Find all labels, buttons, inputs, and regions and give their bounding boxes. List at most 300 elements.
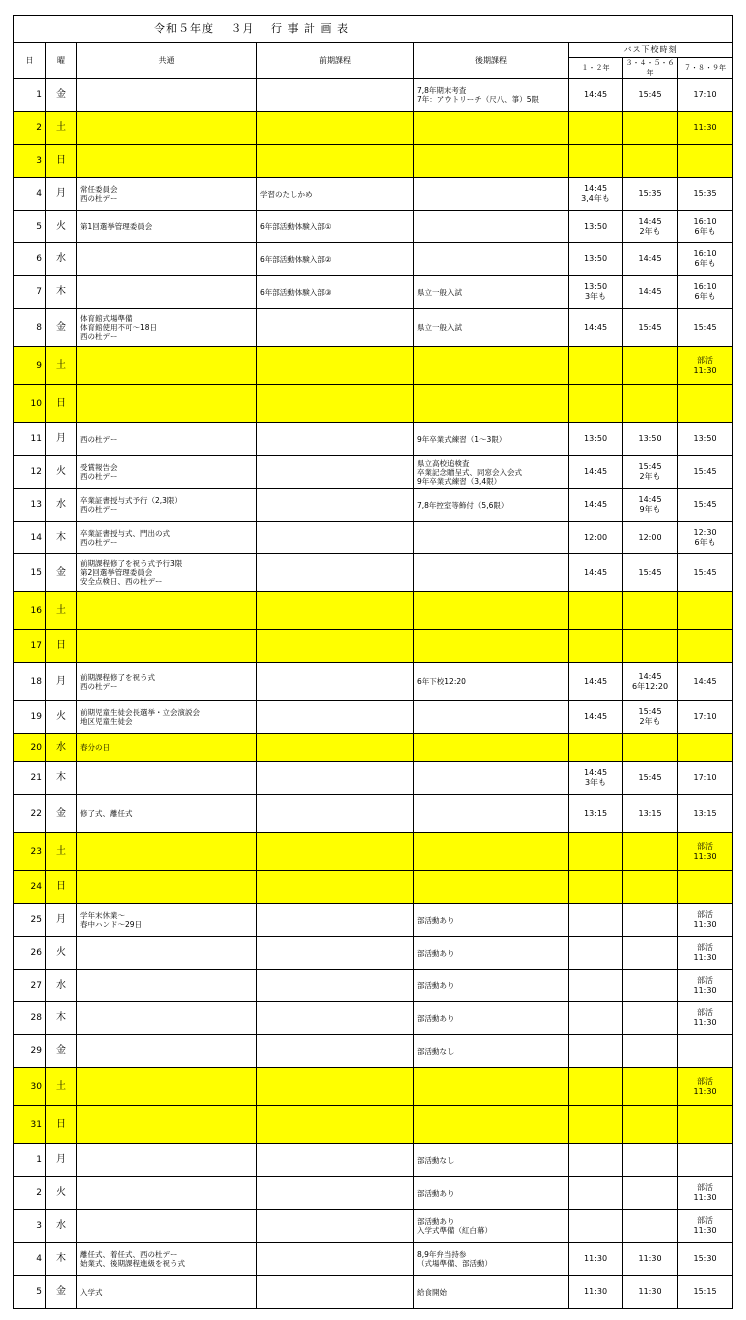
- bus-3456-cell: 13:15: [623, 795, 678, 833]
- schedule-row: [14, 385, 733, 423]
- bus-3456-cell: 15:45: [623, 79, 678, 112]
- schedule-row: [14, 243, 733, 276]
- day-cell: 5: [14, 211, 46, 243]
- bus-789-cell: 16:10 6年も: [678, 276, 733, 309]
- late-cell: 部活動あり: [414, 937, 569, 970]
- day-cell: 20: [14, 734, 46, 762]
- late-cell: [414, 701, 569, 734]
- weekday-cell: 土: [46, 347, 77, 385]
- late-cell: 部活動あり: [414, 970, 569, 1002]
- common-cell: [77, 1035, 257, 1068]
- day-cell: 19: [14, 701, 46, 734]
- bus-789-cell: 部活 11:30: [678, 833, 733, 871]
- early-cell: [257, 1276, 414, 1309]
- early-cell: [257, 1243, 414, 1276]
- late-cell: 部活動なし: [414, 1144, 569, 1177]
- day-cell: 29: [14, 1035, 46, 1068]
- schedule-sheet: [13, 15, 732, 1309]
- bus-789-cell: 16:10 6年も: [678, 211, 733, 243]
- common-cell: [77, 1106, 257, 1144]
- weekday-cell: 月: [46, 423, 77, 456]
- common-cell: [77, 276, 257, 309]
- day-cell: 1: [14, 1144, 46, 1177]
- bus-3456-cell: 15:45: [623, 762, 678, 795]
- bus-12-cell: 14:45 3年も: [569, 762, 623, 795]
- schedule-row: [14, 833, 733, 871]
- day-cell: 5: [14, 1276, 46, 1309]
- weekday-cell: 木: [46, 1243, 77, 1276]
- bus-12-cell: 13:50: [569, 211, 623, 243]
- col-header-bus-3456: ３・４・５・６年: [623, 58, 678, 79]
- late-cell: 9年卒業式練習（1～3限）: [414, 423, 569, 456]
- early-cell: [257, 145, 414, 178]
- weekday-cell: 日: [46, 145, 77, 178]
- common-cell: 西の杜デー: [77, 423, 257, 456]
- bus-789-cell: 部活 11:30: [678, 1177, 733, 1210]
- early-cell: [257, 701, 414, 734]
- schedule-row: [14, 1276, 733, 1309]
- early-cell: [257, 522, 414, 554]
- day-cell: 28: [14, 1002, 46, 1035]
- early-cell: [257, 795, 414, 833]
- day-cell: 12: [14, 456, 46, 489]
- bus-12-cell: [569, 734, 623, 762]
- common-cell: 卒業証書授与式、門出の式 西の杜デー: [77, 522, 257, 554]
- weekday-cell: 月: [46, 904, 77, 937]
- early-cell: [257, 630, 414, 663]
- bus-789-cell: [678, 871, 733, 904]
- schedule-row: [14, 522, 733, 554]
- common-cell: 修了式、離任式: [77, 795, 257, 833]
- common-cell: 前期課程修了を祝う式予行3限 第2回選挙管理委員会 安全点検日、西の杜デー: [77, 554, 257, 592]
- early-cell: [257, 385, 414, 423]
- late-cell: 部活動あり 入学式準備（紅白幕）: [414, 1210, 569, 1243]
- bus-3456-cell: [623, 592, 678, 630]
- bus-3456-cell: [623, 970, 678, 1002]
- col-header-early: 前期課程: [257, 43, 414, 79]
- bus-12-cell: [569, 630, 623, 663]
- bus-12-cell: [569, 145, 623, 178]
- bus-3456-cell: [623, 871, 678, 904]
- schedule-row: [14, 734, 733, 762]
- bus-789-cell: 13:15: [678, 795, 733, 833]
- weekday-cell: 金: [46, 554, 77, 592]
- bus-12-cell: [569, 871, 623, 904]
- bus-12-cell: 11:30: [569, 1276, 623, 1309]
- bus-12-cell: [569, 1144, 623, 1177]
- bus-789-cell: 15:35: [678, 178, 733, 211]
- col-header-bus-12: １・２年: [569, 58, 623, 79]
- early-cell: 学習のたしかめ: [257, 178, 414, 211]
- bus-789-cell: 16:10 6年も: [678, 243, 733, 276]
- bus-789-cell: [678, 145, 733, 178]
- late-cell: 県立一般入試: [414, 276, 569, 309]
- weekday-cell: 火: [46, 701, 77, 734]
- bus-3456-cell: [623, 112, 678, 145]
- late-cell: 県立一般入試: [414, 309, 569, 347]
- bus-3456-cell: [623, 630, 678, 663]
- early-cell: [257, 1144, 414, 1177]
- weekday-cell: 土: [46, 833, 77, 871]
- weekday-cell: 日: [46, 385, 77, 423]
- early-cell: [257, 833, 414, 871]
- schedule-row: [14, 1002, 733, 1035]
- weekday-cell: 木: [46, 276, 77, 309]
- day-cell: 30: [14, 1068, 46, 1106]
- weekday-cell: 水: [46, 243, 77, 276]
- common-cell: [77, 385, 257, 423]
- schedule-row: [14, 871, 733, 904]
- early-cell: [257, 309, 414, 347]
- bus-789-cell: [678, 385, 733, 423]
- bus-12-cell: 13:15: [569, 795, 623, 833]
- bus-12-cell: 14:45: [569, 554, 623, 592]
- weekday-cell: 水: [46, 970, 77, 1002]
- bus-3456-cell: 11:30: [623, 1276, 678, 1309]
- early-cell: [257, 871, 414, 904]
- day-cell: 25: [14, 904, 46, 937]
- bus-789-cell: 15:15: [678, 1276, 733, 1309]
- early-cell: [257, 1210, 414, 1243]
- schedule-row: [14, 1106, 733, 1144]
- bus-12-cell: [569, 592, 623, 630]
- late-cell: [414, 385, 569, 423]
- early-cell: [257, 1106, 414, 1144]
- bus-789-cell: 12:30 6年も: [678, 522, 733, 554]
- weekday-cell: 水: [46, 734, 77, 762]
- bus-3456-cell: 14:45 6年12:20: [623, 663, 678, 701]
- schedule-row: [14, 1243, 733, 1276]
- bus-789-cell: 部活 11:30: [678, 1210, 733, 1243]
- day-cell: 3: [14, 1210, 46, 1243]
- bus-789-cell: 15:45: [678, 489, 733, 522]
- schedule-table: [13, 15, 733, 1309]
- bus-789-cell: 11:30: [678, 112, 733, 145]
- late-cell: 8,9年弁当持参 （式場準備、部活動）: [414, 1243, 569, 1276]
- late-cell: [414, 243, 569, 276]
- bus-789-cell: 13:50: [678, 423, 733, 456]
- bus-12-cell: 11:30: [569, 1243, 623, 1276]
- bus-789-cell: 17:10: [678, 79, 733, 112]
- bus-3456-cell: 14:45 9年も: [623, 489, 678, 522]
- schedule-row: [14, 554, 733, 592]
- common-cell: 第1回選挙管理委員会: [77, 211, 257, 243]
- bus-789-cell: 部活 11:30: [678, 937, 733, 970]
- late-cell: 部活動なし: [414, 1035, 569, 1068]
- bus-789-cell: 15:45: [678, 554, 733, 592]
- late-cell: [414, 762, 569, 795]
- bus-12-cell: 14:45 3,4年も: [569, 178, 623, 211]
- early-cell: [257, 1035, 414, 1068]
- late-cell: [414, 1068, 569, 1106]
- schedule-row: [14, 762, 733, 795]
- schedule-row: [14, 795, 733, 833]
- day-cell: 2: [14, 112, 46, 145]
- day-cell: 2: [14, 1177, 46, 1210]
- common-cell: [77, 145, 257, 178]
- col-header-bus-group: バス下校時刻: [569, 43, 733, 58]
- weekday-cell: 日: [46, 1106, 77, 1144]
- bus-12-cell: 13:50: [569, 243, 623, 276]
- schedule-row: [14, 1068, 733, 1106]
- col-header-late: 後期課程: [414, 43, 569, 79]
- common-cell: 入学式: [77, 1276, 257, 1309]
- early-cell: [257, 554, 414, 592]
- day-cell: 18: [14, 663, 46, 701]
- bus-3456-cell: 12:00: [623, 522, 678, 554]
- schedule-row: [14, 904, 733, 937]
- common-cell: [77, 833, 257, 871]
- bus-789-cell: 部活 11:30: [678, 1002, 733, 1035]
- day-cell: 11: [14, 423, 46, 456]
- common-cell: 離任式、着任式、西の杜デー 始業式、後期課程進級を祝う式: [77, 1243, 257, 1276]
- late-cell: 部活動あり: [414, 1177, 569, 1210]
- day-cell: 4: [14, 178, 46, 211]
- bus-12-cell: [569, 970, 623, 1002]
- late-cell: [414, 871, 569, 904]
- weekday-cell: 木: [46, 1002, 77, 1035]
- bus-3456-cell: [623, 1002, 678, 1035]
- day-cell: 22: [14, 795, 46, 833]
- bus-12-cell: 14:45: [569, 79, 623, 112]
- bus-12-cell: [569, 1002, 623, 1035]
- bus-3456-cell: [623, 1144, 678, 1177]
- weekday-cell: 月: [46, 663, 77, 701]
- bus-12-cell: 14:45: [569, 489, 623, 522]
- bus-789-cell: 14:45: [678, 663, 733, 701]
- bus-12-cell: [569, 833, 623, 871]
- bus-3456-cell: [623, 734, 678, 762]
- common-cell: [77, 1002, 257, 1035]
- bus-3456-cell: 15:45: [623, 309, 678, 347]
- common-cell: [77, 762, 257, 795]
- schedule-row: [14, 211, 733, 243]
- day-cell: 14: [14, 522, 46, 554]
- weekday-cell: 土: [46, 1068, 77, 1106]
- late-cell: [414, 592, 569, 630]
- weekday-cell: 金: [46, 79, 77, 112]
- weekday-cell: 日: [46, 630, 77, 663]
- bus-3456-cell: 15:45 2年も: [623, 701, 678, 734]
- late-cell: 県立高校追検査 卒業記念贈呈式、同窓会入会式 9年卒業式練習（3,4限）: [414, 456, 569, 489]
- col-header-common: 共通: [77, 43, 257, 79]
- bus-12-cell: [569, 385, 623, 423]
- common-cell: [77, 1144, 257, 1177]
- bus-789-cell: 15:45: [678, 456, 733, 489]
- weekday-cell: 月: [46, 178, 77, 211]
- early-cell: [257, 489, 414, 522]
- bus-3456-cell: [623, 904, 678, 937]
- early-cell: [257, 79, 414, 112]
- schedule-row: [14, 663, 733, 701]
- common-cell: 前期児童生徒会長選挙・立会演説会 地区児童生徒会: [77, 701, 257, 734]
- schedule-row: [14, 309, 733, 347]
- late-cell: 6年下校12:20: [414, 663, 569, 701]
- schedule-row: [14, 112, 733, 145]
- bus-3456-cell: 15:35: [623, 178, 678, 211]
- header-row: [14, 43, 733, 58]
- bus-3456-cell: [623, 145, 678, 178]
- day-cell: 24: [14, 871, 46, 904]
- common-cell: [77, 1177, 257, 1210]
- late-cell: [414, 734, 569, 762]
- weekday-cell: 火: [46, 1177, 77, 1210]
- bus-12-cell: [569, 1106, 623, 1144]
- weekday-cell: 木: [46, 762, 77, 795]
- bus-3456-cell: [623, 1068, 678, 1106]
- day-cell: 17: [14, 630, 46, 663]
- bus-12-cell: [569, 1210, 623, 1243]
- bus-3456-cell: 14:45: [623, 276, 678, 309]
- day-cell: 13: [14, 489, 46, 522]
- weekday-cell: 金: [46, 1276, 77, 1309]
- bus-3456-cell: 14:45: [623, 243, 678, 276]
- late-cell: 部活動あり: [414, 1002, 569, 1035]
- early-cell: [257, 970, 414, 1002]
- day-cell: 23: [14, 833, 46, 871]
- schedule-row: [14, 592, 733, 630]
- day-cell: 15: [14, 554, 46, 592]
- schedule-row: [14, 1144, 733, 1177]
- late-cell: 部活動あり: [414, 904, 569, 937]
- bus-3456-cell: 11:30: [623, 1243, 678, 1276]
- bus-789-cell: 部活 11:30: [678, 1068, 733, 1106]
- bus-3456-cell: 13:50: [623, 423, 678, 456]
- bus-789-cell: [678, 1144, 733, 1177]
- schedule-row: [14, 630, 733, 663]
- page-title: 令和５年度 ３月 行 事 計 画 表: [14, 16, 569, 43]
- early-cell: [257, 734, 414, 762]
- bus-12-cell: [569, 1035, 623, 1068]
- early-cell: 6年部活動体験入部②: [257, 243, 414, 276]
- weekday-cell: 日: [46, 871, 77, 904]
- bus-789-cell: 部活 11:30: [678, 347, 733, 385]
- common-cell: [77, 592, 257, 630]
- schedule-row: [14, 1177, 733, 1210]
- bus-789-cell: 17:10: [678, 701, 733, 734]
- day-cell: 26: [14, 937, 46, 970]
- bus-3456-cell: [623, 833, 678, 871]
- schedule-row: [14, 456, 733, 489]
- late-cell: [414, 112, 569, 145]
- bus-12-cell: 14:45: [569, 456, 623, 489]
- bus-3456-cell: [623, 937, 678, 970]
- bus-12-cell: 14:45: [569, 663, 623, 701]
- col-header-bus-789: ７・８・９年: [678, 58, 733, 79]
- late-cell: [414, 795, 569, 833]
- bus-12-cell: 12:00: [569, 522, 623, 554]
- early-cell: [257, 762, 414, 795]
- early-cell: 6年部活動体験入部③: [257, 276, 414, 309]
- weekday-cell: 金: [46, 795, 77, 833]
- early-cell: [257, 1068, 414, 1106]
- late-cell: 7,8年期末考査 7年：アウトリーチ（尺八、箏）5限: [414, 79, 569, 112]
- weekday-cell: 火: [46, 456, 77, 489]
- bus-789-cell: [678, 1035, 733, 1068]
- common-cell: 受賞報告会 西の杜デー: [77, 456, 257, 489]
- early-cell: [257, 1002, 414, 1035]
- title-blank: [569, 16, 733, 43]
- bus-3456-cell: [623, 1210, 678, 1243]
- common-cell: 常任委員会 西の杜デー: [77, 178, 257, 211]
- day-cell: 8: [14, 309, 46, 347]
- common-cell: [77, 347, 257, 385]
- bus-3456-cell: 15:45: [623, 554, 678, 592]
- day-cell: 9: [14, 347, 46, 385]
- common-cell: 前期課程修了を祝う式 西の杜デー: [77, 663, 257, 701]
- bus-12-cell: [569, 937, 623, 970]
- late-cell: [414, 630, 569, 663]
- weekday-cell: 土: [46, 592, 77, 630]
- schedule-row: [14, 1210, 733, 1243]
- common-cell: 学年末休業～ 春中ハンド～29日: [77, 904, 257, 937]
- common-cell: 体育館式場準備 体育館使用不可～18日 西の杜デー: [77, 309, 257, 347]
- common-cell: [77, 79, 257, 112]
- bus-789-cell: [678, 630, 733, 663]
- common-cell: [77, 871, 257, 904]
- schedule-row: [14, 276, 733, 309]
- bus-3456-cell: [623, 385, 678, 423]
- late-cell: [414, 554, 569, 592]
- weekday-cell: 水: [46, 489, 77, 522]
- weekday-cell: 火: [46, 211, 77, 243]
- bus-12-cell: [569, 347, 623, 385]
- bus-3456-cell: [623, 1106, 678, 1144]
- day-cell: 4: [14, 1243, 46, 1276]
- bus-12-cell: [569, 1177, 623, 1210]
- weekday-cell: 金: [46, 309, 77, 347]
- common-cell: [77, 243, 257, 276]
- common-cell: [77, 112, 257, 145]
- bus-12-cell: 14:45: [569, 309, 623, 347]
- late-cell: [414, 347, 569, 385]
- col-header-day: 日: [14, 43, 46, 79]
- bus-12-cell: 13:50 3年も: [569, 276, 623, 309]
- schedule-body: [14, 79, 733, 1309]
- bus-789-cell: 部活 11:30: [678, 970, 733, 1002]
- early-cell: [257, 904, 414, 937]
- late-cell: [414, 178, 569, 211]
- late-cell: [414, 145, 569, 178]
- bus-3456-cell: [623, 1035, 678, 1068]
- bus-12-cell: [569, 904, 623, 937]
- day-cell: 3: [14, 145, 46, 178]
- early-cell: [257, 347, 414, 385]
- bus-789-cell: [678, 734, 733, 762]
- day-cell: 16: [14, 592, 46, 630]
- schedule-row: [14, 347, 733, 385]
- col-header-weekday: 曜: [46, 43, 77, 79]
- day-cell: 7: [14, 276, 46, 309]
- early-cell: [257, 456, 414, 489]
- schedule-row: [14, 489, 733, 522]
- schedule-row: [14, 145, 733, 178]
- weekday-cell: 月: [46, 1144, 77, 1177]
- early-cell: [257, 937, 414, 970]
- bus-3456-cell: [623, 347, 678, 385]
- late-cell: [414, 522, 569, 554]
- schedule-row: [14, 423, 733, 456]
- weekday-cell: 木: [46, 522, 77, 554]
- schedule-row: [14, 701, 733, 734]
- weekday-cell: 水: [46, 1210, 77, 1243]
- bus-3456-cell: [623, 1177, 678, 1210]
- weekday-cell: 金: [46, 1035, 77, 1068]
- bus-12-cell: [569, 1068, 623, 1106]
- late-cell: 7,8年控室等飾付（5,6限）: [414, 489, 569, 522]
- bus-789-cell: [678, 1106, 733, 1144]
- day-cell: 10: [14, 385, 46, 423]
